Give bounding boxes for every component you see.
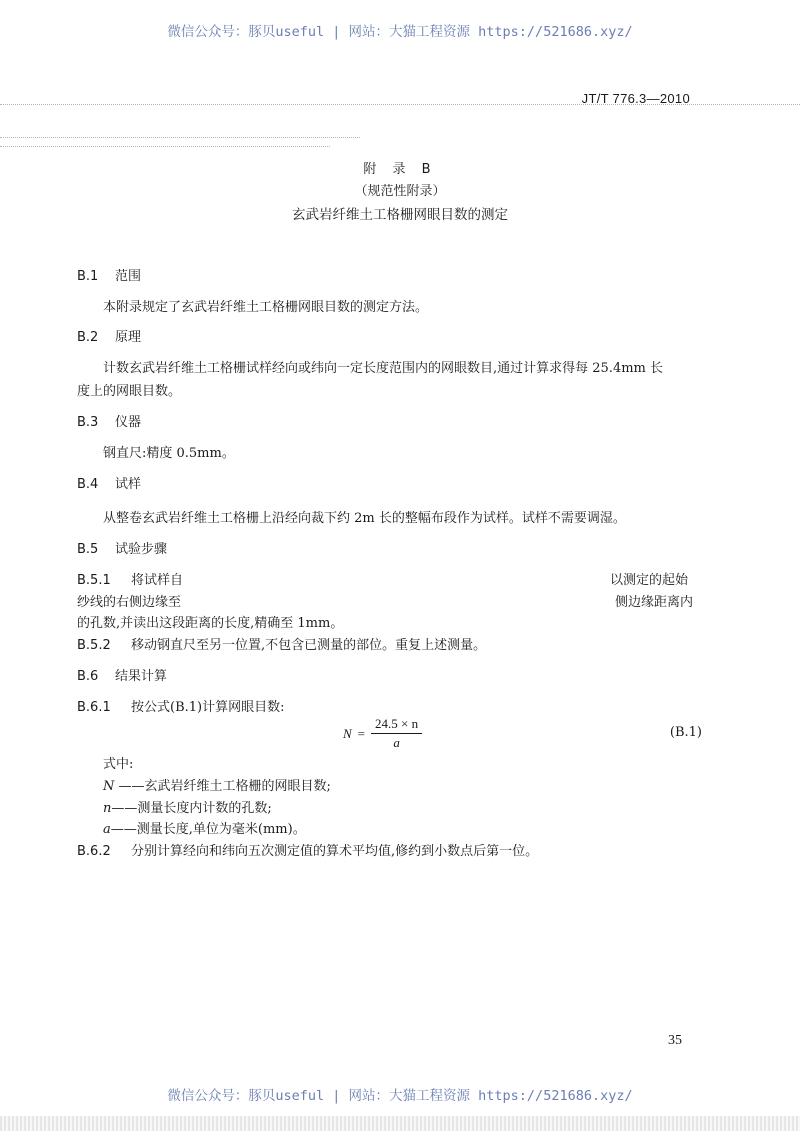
formula-b1 [343,716,422,751]
section-heading-b1 [77,265,141,284]
legend-symbol: n [103,801,112,816]
section-heading-b4 [77,473,141,492]
section-title: 范围 [115,269,142,284]
watermark-top: 微信公众号：豚贝useful | 网站：大猫工程资源 https://521686.xyz/ [167,24,633,40]
clause-text: 将试样自 [131,573,184,588]
clause-text-fragment: 以测定的起始 [610,573,689,588]
section-title: 试验步骤 [115,542,168,557]
section-number: B.3 [77,415,99,430]
section-heading-b6 [77,665,167,684]
appendix-title: 玄武岩纤维土工格栅网眼目数的测定 [292,207,508,223]
legend-item [103,797,272,816]
formula-label: (B.1) [669,725,702,740]
paragraph: 本附录规定了玄武岩纤维土工格栅网眼目数的测定方法。 [103,300,429,315]
paragraph-continued: 度上的网眼目数。 [77,384,182,399]
paragraph: 钢直尺:精度 0.5mm。 [103,446,235,461]
formula-numerator: 24.5 × n [371,716,422,734]
header-divider [0,104,800,106]
clause-text: 的孔数,并读出这段距离的长度,精确至 1mm。 [77,616,344,631]
section-number: B.5 [77,542,99,557]
clause-b52 [77,634,486,653]
clause-b61 [77,696,284,715]
clause-number: B.6.2 [77,844,111,859]
section-title: 试样 [115,477,142,492]
section-title: 原理 [115,330,142,345]
section-heading-b3 [77,411,141,430]
section-title: 结果计算 [115,669,168,684]
formula-lhs: N [343,725,352,741]
clause-text-fragment: 侧边缘距离内 [615,595,694,610]
clause-text: 按公式(B.1)计算网眼目数: [131,700,285,715]
appendix-label: 附 录 B [363,162,437,177]
appendix-type: （规范性附录） [354,184,446,199]
page-number: 35 [668,1033,682,1048]
legend-symbol: a [103,822,111,837]
clause-number: B.6.1 [77,700,111,715]
section-number: B.6 [77,669,99,684]
watermark-bottom: 微信公众号：豚贝useful | 网站：大猫工程资源 https://521686.xyz/ [167,1088,633,1104]
legend-desc: ——测量长度,单位为毫米(mm)。 [110,822,306,837]
clause-text: 分别计算经向和纬向五次测定值的算术平均值,修约到小数点后第一位。 [131,844,539,859]
clause-number: B.5.1 [77,573,111,588]
paragraph: 从整卷玄武岩纤维土工格栅上沿经向裁下约 2m 长的整幅布段作为试样。试样不需要调湿。 [103,511,626,526]
legend-desc: ——测量长度内计数的孔数; [111,801,272,816]
formula-where: 式中: [103,757,134,772]
section-heading-b5 [77,538,167,557]
legend-symbol: N [103,779,115,794]
clause-b62 [77,840,538,859]
section-title: 仪器 [115,415,142,430]
section-number: B.4 [77,477,99,492]
formula-denominator: a [393,735,400,750]
scan-edge [0,1116,800,1131]
section-number: B.1 [77,269,99,284]
legend-item [103,775,331,794]
section-number: B.2 [77,330,99,345]
legend-item [103,818,306,837]
header-divider [0,146,330,148]
header-divider [0,137,360,139]
clause-text: 移动钢直尺至另一位置,不包含已测量的部位。重复上述测量。 [131,638,487,653]
section-heading-b2 [77,326,141,345]
legend-desc: ——玄武岩纤维土工格栅的网眼目数; [118,779,331,794]
formula-equals: = [357,725,366,741]
clause-b51-line1 [77,569,183,588]
paragraph: 计数玄武岩纤维土工格栅试样经向或纬向一定长度范围内的网眼数目,通过计算求得每 25.4mm 长 [103,361,663,376]
clause-text-fragment: 纱线的右侧边缘至 [77,595,182,610]
standard-code: JT/T 776.3—2010 [581,91,690,106]
formula-fraction [371,716,422,751]
clause-number: B.5.2 [77,638,111,653]
